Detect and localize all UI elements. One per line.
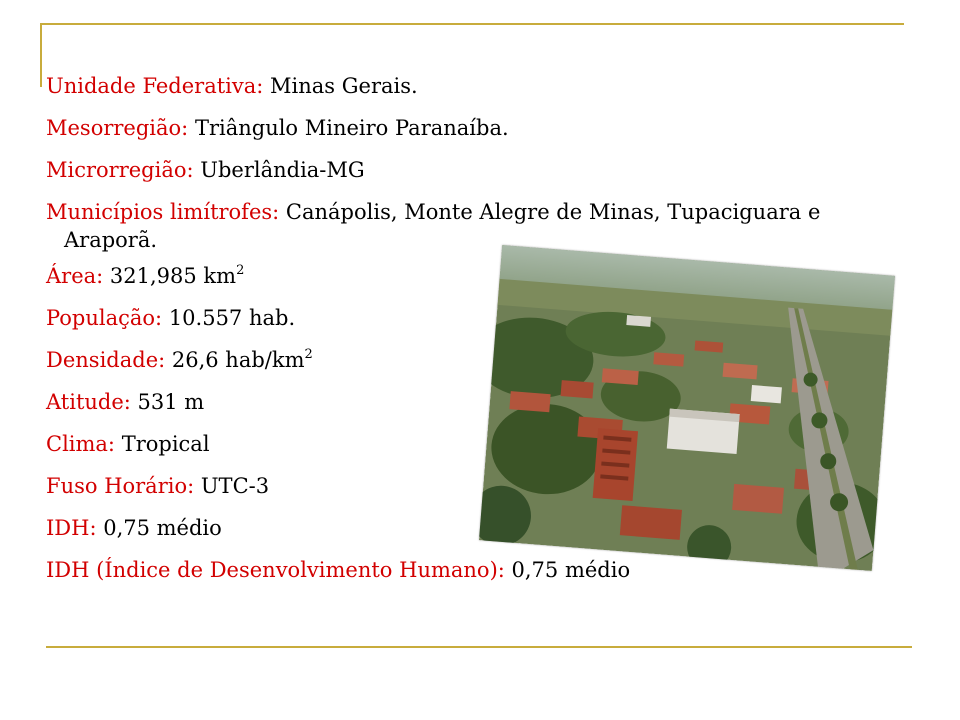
item-label: Atitude: — [46, 390, 131, 414]
item-label: Área: — [46, 264, 104, 288]
item-mesorregiao — [46, 114, 916, 142]
aerial-city-illustration — [479, 245, 895, 571]
item-value: Uberlândia-MG — [193, 158, 365, 182]
item-label: IDH (Índice de Desenvolvimento Humano): — [46, 558, 505, 582]
item-value: 531 m — [130, 390, 205, 414]
item-value: Tropical — [115, 432, 210, 456]
item-superscript: 2 — [236, 263, 245, 278]
item-label: Mesorregião: — [46, 116, 189, 140]
item-label: Microrregião: — [46, 158, 194, 182]
item-label: Unidade Federativa: — [46, 74, 264, 98]
item-label: Densidade: — [46, 348, 166, 372]
aerial-city-photo — [479, 245, 895, 571]
item-value: Minas Gerais. — [263, 74, 418, 98]
item-municipios-limitrofes — [46, 198, 916, 254]
item-label: Fuso Horário: — [46, 474, 195, 498]
item-value: Triângulo Mineiro Paranaíba. — [188, 116, 509, 140]
item-value: 0,75 médio — [504, 558, 631, 582]
item-microrregiao — [46, 156, 916, 184]
top-rule — [40, 23, 904, 25]
bottom-rule — [46, 646, 912, 648]
left-rule — [40, 23, 42, 87]
item-label: População: — [46, 306, 163, 330]
item-value: UTC-3 — [194, 474, 270, 498]
item-value: 0,75 médio — [96, 516, 222, 540]
item-label: Municípios limítrofes: — [46, 200, 280, 224]
item-value: Canápolis, Monte Alegre de Minas, Tupaciguara e — [279, 200, 821, 224]
item-value: 321,985 km — [103, 264, 237, 288]
item-value-continued: Araporã. — [64, 228, 158, 252]
item-label: Clima: — [46, 432, 116, 456]
item-superscript: 2 — [304, 347, 313, 362]
item-unidade-federativa — [46, 72, 916, 100]
item-label: IDH: — [46, 516, 97, 540]
item-value: 10.557 hab. — [162, 306, 296, 330]
item-value: 26,6 hab/km — [165, 348, 305, 372]
